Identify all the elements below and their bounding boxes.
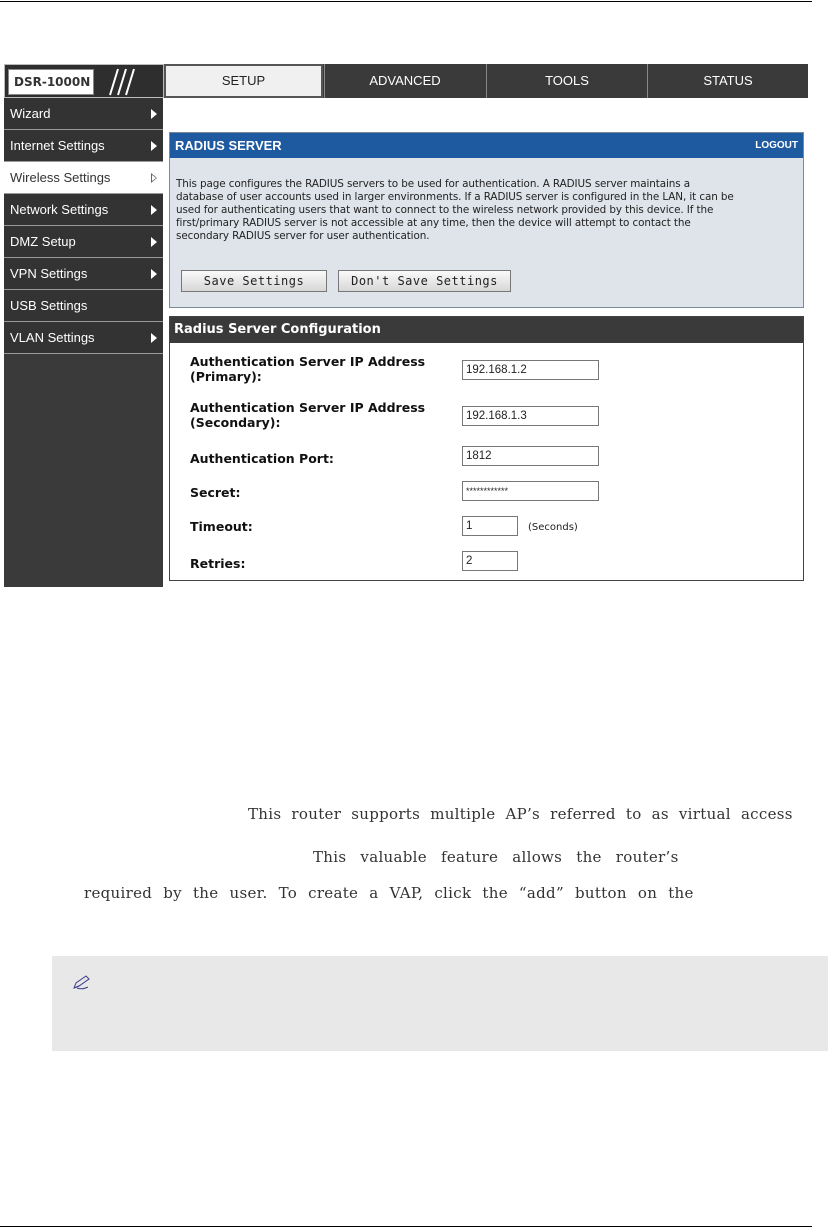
- chevron-right-icon: [151, 333, 157, 343]
- sidebar-item-usb-settings[interactable]: [4, 290, 163, 322]
- top-rule: [0, 1, 812, 2]
- description-line: This page configures the RADIUS servers to be used for authentication. A RADIUS server maintains a: [176, 178, 691, 190]
- sidebar-item-internet-settings[interactable]: [4, 130, 163, 162]
- retries-label: Retries:: [190, 556, 246, 571]
- body-text-line: This valuable feature allows the router’s: [313, 848, 679, 866]
- sidebar-item-label: Wireless Settings: [10, 170, 111, 185]
- tab-tools[interactable]: TOOLS: [486, 64, 647, 98]
- chevron-right-icon: [151, 109, 157, 119]
- label-line: Authentication Server IP Address: [190, 354, 426, 369]
- bottom-rule: [0, 1226, 812, 1227]
- chevron-right-icon: [151, 141, 157, 151]
- chevron-right-icon: [151, 237, 157, 247]
- logout-link[interactable]: LOGOUT: [755, 140, 798, 151]
- sidebar-item-label: DMZ Setup: [10, 234, 76, 249]
- sidebar-item-network-settings[interactable]: [4, 194, 163, 226]
- dont-save-settings-button[interactable]: Don't Save Settings: [338, 270, 511, 292]
- timeout-label: Timeout:: [190, 519, 253, 534]
- body-text-line: required by the user. To create a VAP, click the “add” button on the: [84, 884, 694, 902]
- label-line: (Secondary):: [190, 415, 281, 430]
- timeout-input[interactable]: 1: [462, 516, 518, 536]
- panel-description: [170, 158, 803, 243]
- description-line: first/primary RADIUS server is not accessible at any time, then the device will attempt to contact the: [176, 217, 691, 229]
- panel-header: [170, 133, 803, 158]
- primary-ip-input[interactable]: 192.168.1.2: [462, 360, 599, 380]
- label-line: (Primary):: [190, 369, 262, 384]
- auth-port-label: Authentication Port:: [190, 451, 334, 466]
- sidebar-item-vpn-settings[interactable]: [4, 258, 163, 290]
- sidebar-item-label: Wizard: [10, 106, 51, 121]
- sidebar: [4, 98, 163, 587]
- primary-ip-label: [190, 354, 425, 384]
- description-line: used for authenticating users that want to connect to the wireless network provided by this device. If the: [176, 204, 714, 216]
- brand-logo: DSR-1000N: [8, 69, 94, 95]
- note-pencil-icon: [72, 974, 92, 990]
- secondary-ip-label: [190, 400, 425, 430]
- auth-port-input[interactable]: 1812: [462, 446, 599, 466]
- panel-title: RADIUS SERVER: [175, 138, 282, 153]
- sidebar-item-label: USB Settings: [10, 298, 88, 313]
- save-settings-button[interactable]: Save Settings: [181, 270, 327, 292]
- sidebar-item-label: Network Settings: [10, 202, 109, 217]
- config-title: Radius Server Configuration: [170, 317, 803, 343]
- secret-label: Secret:: [190, 485, 241, 500]
- sidebar-item-vlan-settings[interactable]: [4, 322, 163, 354]
- tab-advanced[interactable]: ADVANCED: [324, 64, 485, 98]
- router-ui-screenshot: [4, 64, 808, 587]
- note-box: [52, 956, 828, 1051]
- top-nav: [4, 64, 808, 98]
- secret-input[interactable]: ************: [462, 481, 599, 501]
- body-text-line: This router supports multiple AP’s referred to as virtual access: [248, 805, 793, 823]
- sidebar-item-label: VLAN Settings: [10, 330, 95, 345]
- tab-status[interactable]: STATUS: [647, 64, 808, 98]
- label-line: Authentication Server IP Address: [190, 400, 426, 415]
- description-line: database of user accounts used in larger environments. If a RADIUS server is configured in the LAN, it can be: [176, 191, 734, 203]
- brand-slashes-icon: [100, 68, 140, 96]
- sidebar-item-wireless-settings[interactable]: [4, 162, 163, 194]
- sidebar-item-dmz-setup[interactable]: [4, 226, 163, 258]
- chevron-right-icon: [151, 205, 157, 215]
- radius-config-panel: [169, 316, 804, 581]
- chevron-right-icon: [151, 269, 157, 279]
- brand-area: [4, 64, 164, 98]
- sidebar-item-label: VPN Settings: [10, 266, 88, 281]
- sidebar-item-wizard[interactable]: [4, 98, 163, 130]
- chevron-right-outline-icon: [151, 173, 157, 183]
- tab-setup[interactable]: SETUP: [164, 64, 323, 98]
- description-line: secondary RADIUS server for user authentication.: [176, 230, 430, 242]
- retries-input[interactable]: 2: [462, 551, 518, 571]
- secondary-ip-input[interactable]: 192.168.1.3: [462, 406, 599, 426]
- timeout-unit: (Seconds): [528, 522, 578, 533]
- sidebar-item-label: Internet Settings: [10, 138, 105, 153]
